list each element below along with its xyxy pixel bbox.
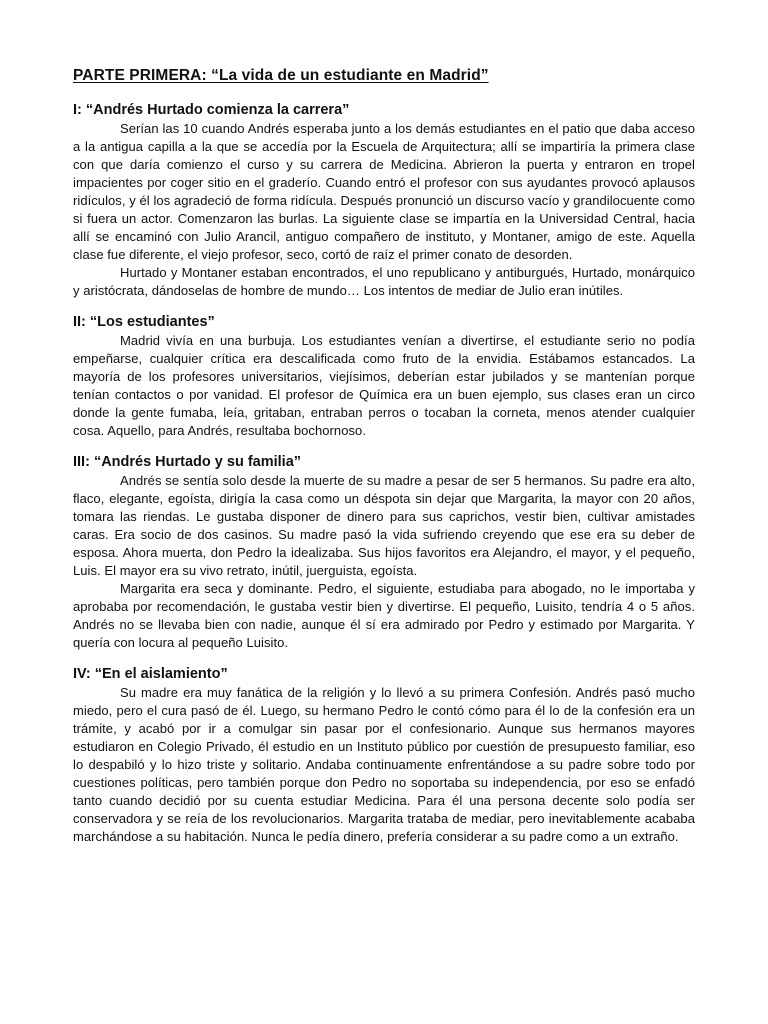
- chapter-1: [73, 100, 695, 300]
- chapter-title: IV: “En el aislamiento”: [73, 666, 228, 682]
- chapter-2: [73, 312, 695, 440]
- chapter-title: II: “Los estudiantes”: [73, 314, 215, 330]
- chapter-paragraph: Hurtado y Montaner estaban encontrados, el uno republicano y antiburgués, Hurtado, monárquico y aristócrata, dándoselas de hombre de mundo… Los intentos de mediar de Julio eran inútiles.: [73, 265, 695, 298]
- chapter-paragraph: Serían las 10 cuando Andrés esperaba junto a los demás estudiantes en el patio que daba acceso a la antigua capilla a la que se accedía por la Escuela de Arquitectura; allí se impartiría la primera clase con que daría comienzo el curso y su carrera de Medicina. Abrieron la puerta y entraron en tropel impacientes por coger sitio en el graderío. Cuando entró el profesor con sus ayudantes provocó aplausos ridículos, y él los agradeció de forma ridícula. Después pronunció un discurso vacío y grandilocuente como si fuera un actor. Comenzaron las burlas. La siguiente clase se impartía en la Universidad Central, hacia allí se encaminó con Julio Arancil, antiguo compañero de instituto, y Montaner, amigo de este. Aquella clase fue diferente, el viejo profesor, seco, cortó de raíz el primer conato de desorden.: [73, 121, 695, 262]
- chapter-3: [73, 452, 695, 652]
- chapter-title: I: “Andrés Hurtado comienza la carrera”: [73, 102, 350, 118]
- part-title: PARTE PRIMERA: “La vida de un estudiante en Madrid”: [73, 67, 489, 84]
- chapter-paragraph: Madrid vivía en una burbuja. Los estudiantes venían a divertirse, el estudiante serio no podía empeñarse, cualquier crítica era descalificada como fruto de la envidia. Estábamos estancados. La mayoría de los profesores universitarios, viejísimos, deberían estar jubilados y se mantenían porque tenían contactos o por vanidad. El profesor de Química era un buen ejemplo, sus clases eran un circo donde la gente fumaba, leía, gritaban, entraban perros o tocaban la corneta, menos atender cualquier cosa. Aquello, para Andrés, resultaba bochornoso.: [73, 333, 695, 438]
- chapter-paragraph: Margarita era seca y dominante. Pedro, el siguiente, estudiaba para abogado, no le importaba y aprobaba por recomendación, le gustaba vestir bien y divertirse. El pequeño, Luisito, tendría 4 o 5 años. Andrés no se llevaba bien con nadie, aunque él sí era admirado por Pedro y estimado por Margarita. Y quería con locura al pequeño Luisito.: [73, 581, 695, 650]
- chapter-paragraph: Su madre era muy fanática de la religión y lo llevó a su primera Confesión. Andrés pasó mucho miedo, pero el cura pasó de él. Luego, su hermano Pedro le contó cómo para él lo de la confesión era un trámite, y acabó por ir a comulgar sin pasar por el confesionario. Aunque sus hermanos mayores estudiaron en Colegio Privado, él estudio en un Instituto público por cuestión de presupuesto familiar, eso lo despabiló y lo hizo triste y solitario. Andaba continuamente enfrentándose a su padre sobre todo por cuestiones políticas, pero también porque don Pedro no soportaba su independencia, por eso se enfadó tanto cuando decidió por su cuenta estudiar Medicina. Para él una persona decente solo podía ser conservadora y se reía de los revolucionarios. Margarita trataba de mediar, pero inevitablemente acababa marchándose a su habitación. Nunca le pedía dinero, prefería considerar a su padre como a un extraño.: [73, 685, 695, 844]
- chapter-paragraph: Andrés se sentía solo desde la muerte de su madre a pesar de ser 5 hermanos. Su padre era alto, flaco, elegante, egoísta, dirigía la casa como un déspota sin dejar que Margarita, la mayor con 20 años, tomara las riendas. Le gustaba disponer de dinero para sus caprichos, vestir bien, cultivar amistades caras. Era socio de dos casinos. Su madre pasó la vida sufriendo creyendo que ese era su deber de esposa. Ahora muerta, don Pedro la idealizaba. Sus hijos favoritos era Alejandro, el mayor, y el pequeño, Luis. El mayor era su vivo retrato, inútil, juerguista, egoísta.: [73, 473, 695, 578]
- chapter-4: [73, 664, 695, 846]
- chapter-title: III: “Andrés Hurtado y su familia”: [73, 454, 302, 470]
